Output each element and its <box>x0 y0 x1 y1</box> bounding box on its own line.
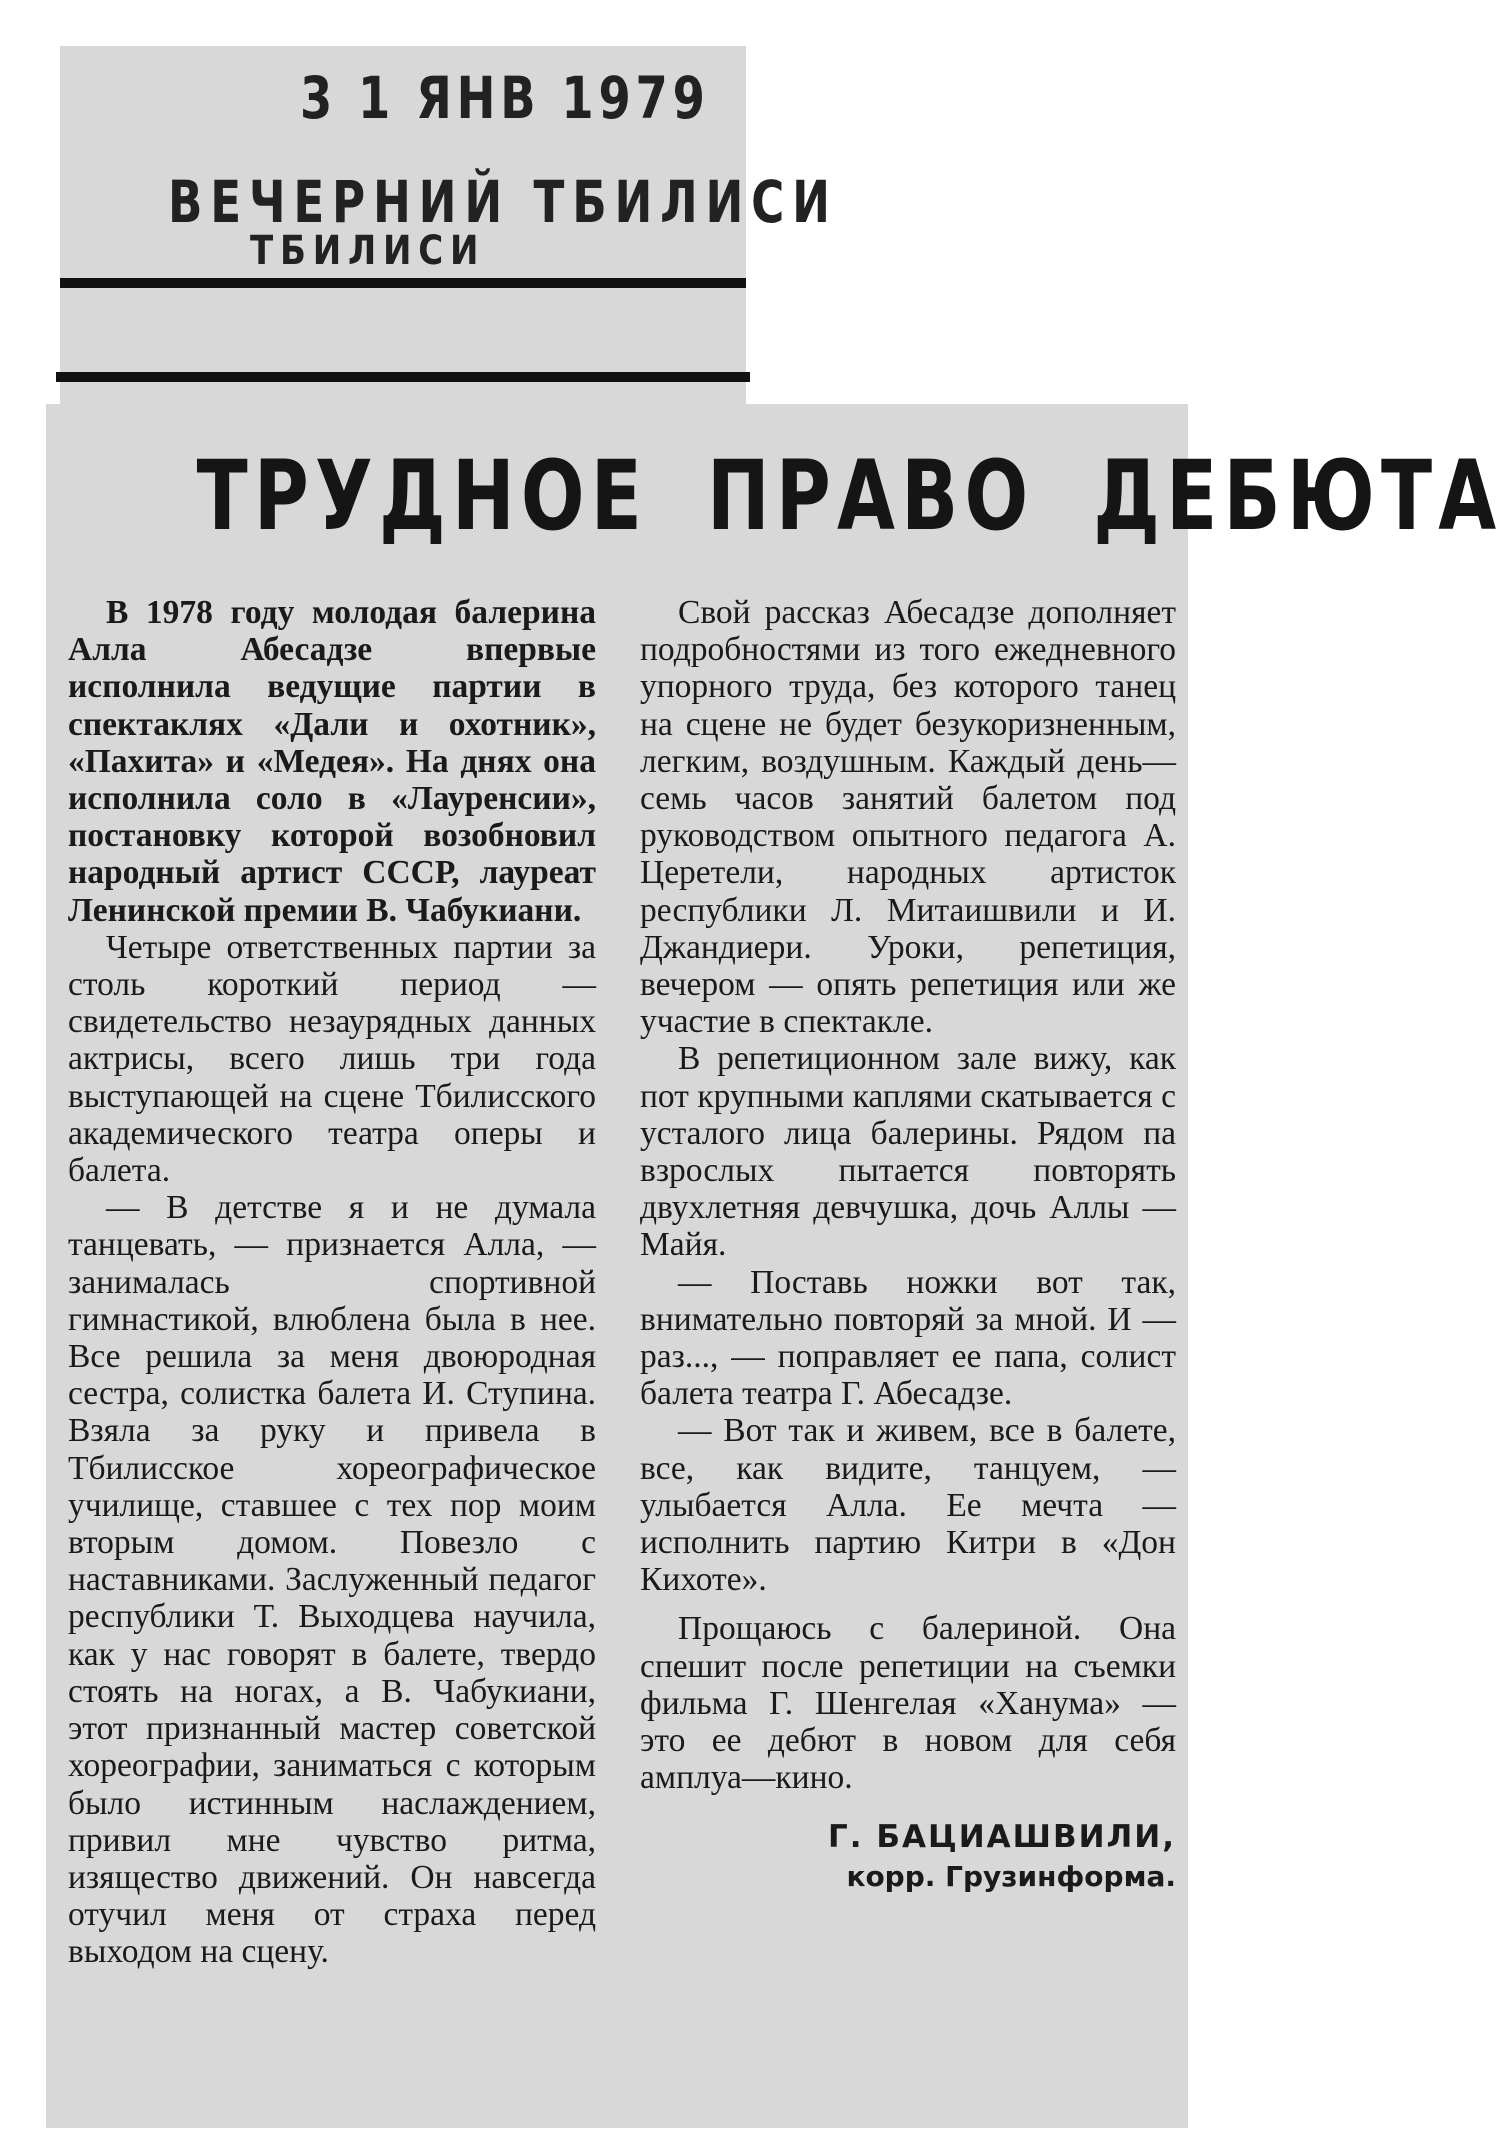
date-stamp: 3 1 ЯНВ 1979 <box>300 64 710 132</box>
article-lead: В 1978 году молодая балерина Алла Абесадзе впервые исполнила ведущие партии в спектаклях «Дали и охотник», «Пахита» и «Медея». На днях она исполнила соло в «Лауренсии», постановку которой возобновил народный артист СССР, лауреат Ленинской премии В. Чабукиани. <box>68 594 596 929</box>
article-paragraph: В репетиционном зале вижу, как пот крупными каплями скатывается с усталого лица балерины. Рядом па взрослых пытается повторять двухлетняя девчушка, дочь Аллы — Майя. <box>640 1040 1176 1264</box>
article-column-right <box>640 594 1176 1895</box>
author-role: корр. Грузинформа. <box>846 1859 1176 1893</box>
author-name: Г. БАЦИАШВИЛИ, <box>828 1818 1176 1855</box>
city-stamp: ТБИЛИСИ <box>250 228 486 274</box>
article-paragraph: — Поставь ножки вот так, внимательно повторяй за мной. И — раз..., — поправляет ее папа, солист балета театра Г. Абесадзе. <box>640 1263 1176 1413</box>
author-signature <box>640 1819 1176 1895</box>
article-paragraph: — В детстве я и не думала танцевать, — признается Алла, — занималась спортивной гимнастикой, влюблена была в нее. Все решила за меня двоюродная сестра, солистка балета И. Ступина. Взяла за руку и привела в Тбилисское хореографическое училище, ставшее с тех пор моим вторым домом. Повезло с наставниками. Заслуженный педагог республики Т. Выходцева научила, как у нас говорят в балете, твердо стоять на ногах, а В. Чабукиани, этот признанный мастер советской хореографии, заниматься с которым было истинным наслаждением, привил мне чувство ритма, изящество движений. Он навсегда отучил меня от страха перед выходом на сцену. <box>68 1189 596 1971</box>
divider-rule <box>60 278 746 288</box>
article-paragraph: — Вот так и живем, все в балете, все, как видите, танцуем, — улыбается Алла. Ее мечта — исполнить партию Китри в «Дон Кихоте». <box>640 1412 1176 1599</box>
newspaper-name-stamp: ВЕЧЕРНИЙ ТБИЛИСИ <box>168 168 838 236</box>
article-paragraph: Свой рассказ Абесадзе дополняет подробностями из того ежедневного упорного труда, без которого танец на сцене не будет безукоризненным, легким, воздушным. Каждый день—семь часов занятий балетом под руководством опытного педагога А. Церетели, народных артисток республики Л. Митаишвили и И. Джандиери. Уроки, репетиция, вечером — опять репетиция или же участие в спектакле. <box>640 594 1176 1041</box>
article-column-left <box>68 594 596 1971</box>
article-paragraph: Четыре ответственных партии за столь короткий период — свидетельство незаурядных данных актрисы, всего лишь три года выступающей на сцене Тбилисского академического театра оперы и балета. <box>68 928 596 1190</box>
article-headline: ТРУДНОЕ ПРАВО ДЕБЮТА <box>196 440 1503 552</box>
article-paragraph: Прощаюсь с балериной. Она спешит после репетиции на съемки фильма Г. Шенгелая «Ханума» — это ее дебют в новом для себя амплуа—кино. <box>640 1610 1176 1797</box>
divider-rule <box>56 372 750 382</box>
